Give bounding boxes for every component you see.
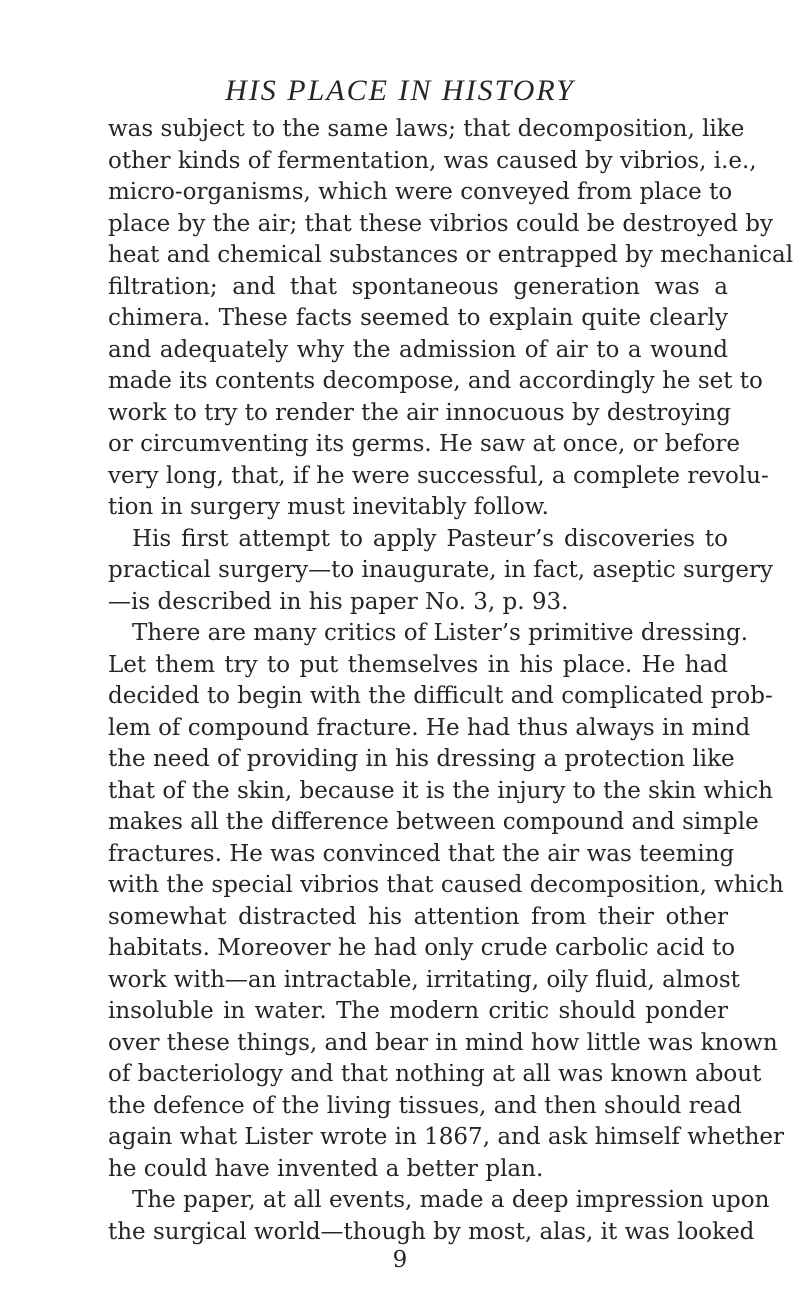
text-line: habitats. Moreover he had only crude carbolic acid to	[108, 935, 736, 961]
running-head: HIS PLACE IN HISTORY	[225, 74, 575, 107]
text-line: and adequately why the admission of air to a wound	[108, 336, 728, 363]
text-line: very long, that, if he were successful, a complete revolu-	[108, 462, 769, 489]
text-line: again what Lister wrote in 1867, and ask himself whether	[108, 1124, 784, 1150]
text-line: he could have invented a better plan.	[108, 1155, 544, 1182]
text-line: of bacteriology and that nothing at all was known about	[108, 1061, 762, 1087]
text-line: work with—an intractable, irritating, oily fluid, almost	[108, 966, 740, 993]
text-line: insoluble in water. The modern critic should ponder	[108, 998, 728, 1024]
text-line: tion in surgery must inevitably follow.	[108, 494, 549, 520]
text-line: practical surgery—to inaugurate, in fact, aseptic surgery	[108, 557, 773, 583]
body-text	[108, 114, 794, 1248]
text-line: micro-organisms, which were conveyed from place to	[108, 179, 733, 205]
text-line: fractures. He was convinced that the air was teeming	[108, 840, 735, 867]
text-line: the defence of the living tissues, and then should read	[108, 1092, 742, 1119]
text-line: that of the skin, because it is the injury to the skin which	[108, 777, 773, 804]
text-line: was subject to the same laws; that decomposition, like	[108, 116, 745, 142]
text-line: makes all the difference between compound and simple	[108, 809, 759, 835]
text-line: chimera. These facts seemed to explain quite clearly	[108, 305, 728, 331]
text-line: the need of providing in his dressing a protection like	[108, 746, 735, 772]
text-line: His first attempt to apply Pasteur’s discoveries to	[132, 525, 728, 552]
text-line: heat and chemical substances or entrapped by mechanical	[108, 242, 794, 268]
page-number: 9	[392, 1247, 408, 1273]
text-line: somewhat distracted his attention from their other	[108, 903, 728, 930]
text-line: lem of compound fracture. He had thus always in mind	[108, 714, 751, 741]
text-line: made its contents decompose, and accordingly he set to	[108, 368, 763, 394]
text-line: —is described in his paper No. 3, p. 93.	[108, 588, 569, 615]
text-line: The paper, at all events, made a deep impression upon	[132, 1187, 770, 1213]
text-line: with the special vibrios that caused decomposition, which	[108, 872, 784, 898]
text-line: place by the air; that these vibrios could be destroyed by	[108, 210, 773, 237]
text-line: or circumventing its germs. He saw at once, or before	[108, 431, 741, 457]
text-line: the surgical world—though by most, alas, it was looked	[108, 1218, 755, 1245]
text-line: decided to begin with the difficult and complicated prob-	[108, 683, 773, 709]
text-line: other kinds of fermentation, was caused by vibrios, i.e.,	[108, 147, 757, 174]
text-line: Let them try to put themselves in his place. He had	[108, 651, 728, 678]
text-line: There are many critics of Lister’s primitive dressing.	[132, 620, 749, 646]
text-line: work to try to render the air innocuous by destroying	[108, 399, 731, 426]
text-line: filtration; and that spontaneous generation was a	[108, 273, 728, 300]
text-line: over these things, and bear in mind how little was known	[108, 1029, 778, 1056]
